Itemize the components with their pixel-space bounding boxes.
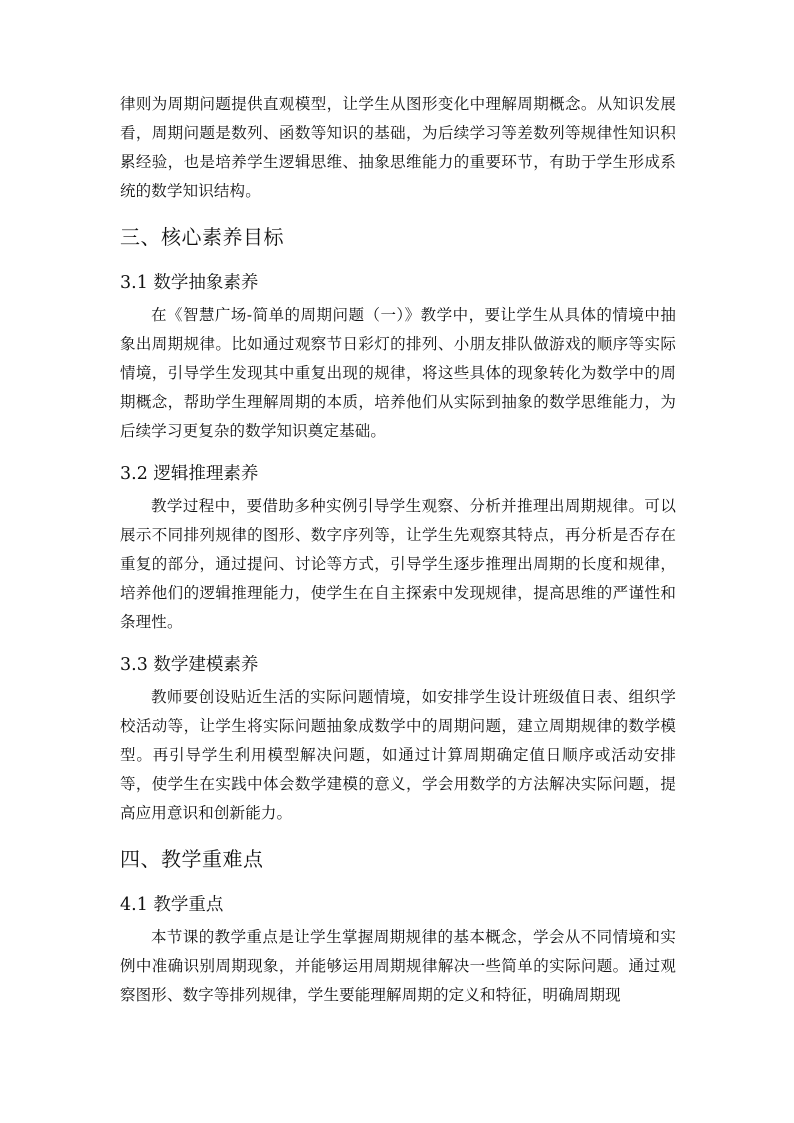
subsection-3-1-heading: 3.1 数学抽象素养 (120, 273, 259, 293)
subsection-3-3-heading: 3.3 数学建模素养 (120, 655, 259, 675)
subsection-3-2-paragraph: 教学过程中，要借助多种实例引导学生观察、分析并推理出周期规律。可以展示不同排列规律的图形、数字序列等，让学生先观察其特点，再分析是否存在重复的部分，通过提问、讨论等方式，引导学生逐步推理出周期的长度和规律，培养他们的逻辑推理能力，使学生在自主探索中发现规律，提高思维的严谨性和条理性。 (120, 497, 676, 631)
section-3-heading: 三、核心素养目标 (120, 225, 284, 249)
intro-paragraph: 律则为周期问题提供直观模型，让学生从图形变化中理解周期概念。从知识发展看，周期问题是数列、函数等知识的基础，为后续学习等差数列等规律性知识积累经验，也是培养学生逻辑思维、抽象思维能力的重要环节，有助于学生形成系统的数学知识结构。 (120, 95, 676, 200)
subsection-4-1-heading: 4.1 教学重点 (120, 895, 224, 915)
document-body (120, 90, 676, 1010)
subsection-4-1-paragraph: 本节课的教学重点是让学生掌握周期规律的基本概念，学会从不同情境和实例中准确识别周期现象，并能够运用周期规律解决一些简单的实际问题。通过观察图形、数字等排列规律，学生要能理解周期的定义和特征，明确周期现 (120, 928, 676, 1004)
subsection-3-2-heading: 3.2 逻辑推理素养 (120, 464, 259, 484)
subsection-3-3-paragraph: 教师要创设贴近生活的实际问题情境，如安排学生设计班级值日表、组织学校活动等，让学生将实际问题抽象成数学中的周期问题，建立周期规律的数学模型。再引导学生利用模型解决问题，如通过计算周期确定值日顺序或活动安排等，使学生在实践中体会数学建模的意义，学会用数学的方法解决实际问题，提高应用意识和创新能力。 (120, 688, 676, 822)
subsection-3-1-paragraph: 在《智慧广场-简单的周期问题（一）》教学中，要让学生从具体的情境中抽象出周期规律。比如通过观察节日彩灯的排列、小朋友排队做游戏的顺序等实际情境，引导学生发现其中重复出现的规律，将这些具体的现象转化为数学中的周期概念，帮助学生理解周期的本质，培养他们从实际到抽象的数学思维能力，为后续学习更复杂的数学知识奠定基础。 (120, 306, 676, 440)
section-4-heading: 四、教学重难点 (120, 847, 264, 871)
